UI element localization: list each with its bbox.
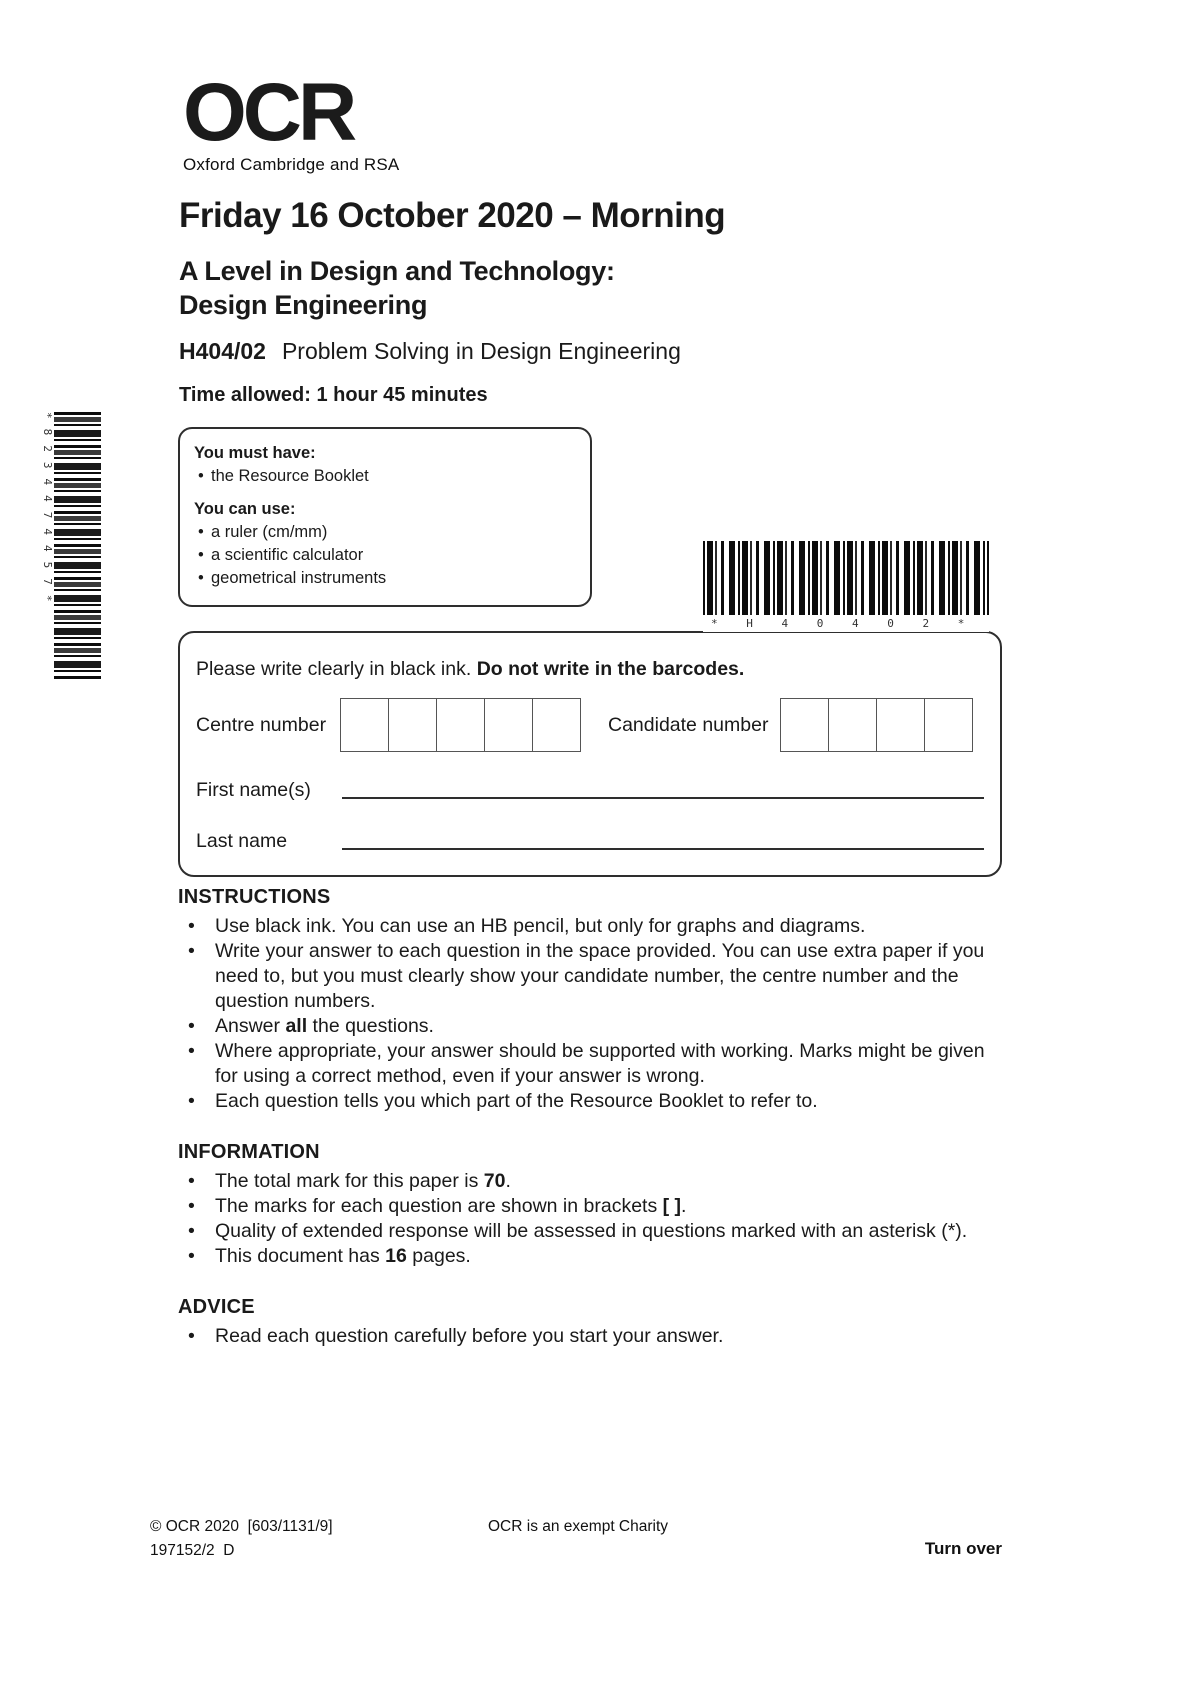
bullet-item [178,1169,1012,1194]
bullet-item [178,1219,1012,1244]
first-name-row [196,773,984,802]
time-allowed: Time allowed: 1 hour 45 minutes [179,384,488,406]
number-entry-cell [388,698,437,752]
can-use-title: You can use: [194,500,296,518]
bullet-item [194,465,576,488]
ink-notice [196,657,984,681]
text-segment: geometrical instruments [211,569,387,587]
number-entry-cell [436,698,485,752]
last-name-row [196,824,984,853]
text-segment: the Resource Booklet [211,467,369,485]
instructions-section [178,886,1012,1114]
bullet-item [178,1014,1012,1039]
ocr-logo [183,67,400,175]
text-segment: [ ] [662,1195,682,1217]
text-segment: Quality of extended response will be assessed in questions marked with an asterisk (*). [215,1220,968,1242]
information-heading: INFORMATION [178,1141,320,1163]
first-name-label: First name(s) [196,779,311,801]
bullet-item [178,1089,1012,1114]
text-segment: Where appropriate, your answer should be supported with working. Marks might be given for using a correct method, even if your answer is wrong. [215,1040,985,1087]
paper-code: H404/02 [179,338,266,364]
number-entry-cell [532,698,581,752]
text-segment: Answer [215,1015,286,1037]
number-entry-cell [340,698,389,752]
notes-sections [178,886,1012,1349]
bullet-item [178,939,1012,1014]
candidate-number-label: Candidate number [608,713,769,736]
number-entry-cell [780,698,829,752]
text-segment: Each question tells you which part of the Resource Booklet to refer to. [215,1090,818,1112]
ocr-logo-text: OCR [183,67,354,158]
bullet-item [178,1194,1012,1219]
information-section [178,1141,1012,1269]
text-segment: a ruler (cm/mm) [211,523,328,541]
paper-reference [179,338,681,365]
ocr-logo-tagline: Oxford Cambridge and RSA [183,154,400,174]
qualification-title-line2: Design Engineering [179,290,428,320]
can-use-list [194,521,576,590]
turn-over-label: Turn over [924,1539,1002,1558]
number-entry-cell [924,698,973,752]
text-segment: This document has [215,1245,386,1267]
information-list [178,1169,1012,1269]
candidate-number-cells [780,698,973,752]
centre-number-cells [340,698,581,752]
bullet-item [194,567,576,590]
text-segment: The total mark for this paper is [215,1170,484,1192]
text-segment: Do not write in the barcodes. [476,658,745,680]
centre-number-label: Centre number [196,713,327,736]
bullet-item [194,521,576,544]
last-name-entry-line [342,824,984,850]
candidate-details-box [178,631,1002,877]
must-have-title: You must have: [194,444,316,462]
copyright-text: © OCR 2020 [603/1131/9] [150,1518,333,1535]
number-entry-cell [876,698,925,752]
advice-heading: ADVICE [178,1296,255,1318]
must-have-list [194,465,576,488]
materials-box [178,427,592,607]
instructions-list [178,914,1012,1114]
left-barcode [34,412,101,680]
document-reference: 197152/2 D [150,1542,235,1559]
text-segment: . [681,1195,687,1217]
number-entry-cell [484,698,533,752]
text-segment: all [285,1015,308,1037]
first-name-entry-line [342,773,984,799]
text-segment: Please write clearly in black ink. [196,658,477,680]
page-title: Friday 16 October 2020 – Morning [179,196,726,235]
text-segment: Use black ink. You can use an HB pencil, but only for graphs and diagrams. [215,915,866,937]
text-segment: Write your answer to each question in the space provided. You can use extra paper if you need to, but you must clearly show your candidate number, the centre number and the question numbers. [215,940,985,1012]
bullet-item [178,1244,1012,1269]
text-segment: 16 [385,1245,407,1267]
text-segment: . [505,1170,511,1192]
left-barcode-text: *8234474457* [41,412,54,612]
text-segment: The marks for each question are shown in brackets [215,1195,663,1217]
left-barcode-bars-icon [54,412,101,680]
advice-section [178,1296,1012,1349]
bullet-item [178,1039,1012,1089]
text-segment: a scientific calculator [211,546,364,564]
text-segment: 70 [483,1170,506,1192]
text-segment: the questions. [307,1015,434,1037]
paper-title: Problem Solving in Design Engineering [281,338,681,364]
right-barcode-bars-icon [703,541,989,615]
last-name-label: Last name [196,830,288,852]
text-segment: Read each question carefully before you start your answer. [215,1325,724,1347]
right-barcode-text: * H 4 0 4 0 2 * [711,617,976,630]
advice-list [178,1324,1012,1349]
charity-text: OCR is an exempt Charity [488,1518,669,1535]
bullet-item [178,914,1012,939]
number-entry-cell [828,698,877,752]
instructions-heading: INSTRUCTIONS [178,886,331,908]
bullet-item [178,1324,1012,1349]
numbers-row [196,697,984,753]
bullet-item [194,544,576,567]
qualification-title [179,254,615,322]
text-segment: pages. [406,1245,471,1267]
qualification-title-line1: A Level in Design and Technology: [179,256,615,286]
right-barcode [703,541,989,632]
